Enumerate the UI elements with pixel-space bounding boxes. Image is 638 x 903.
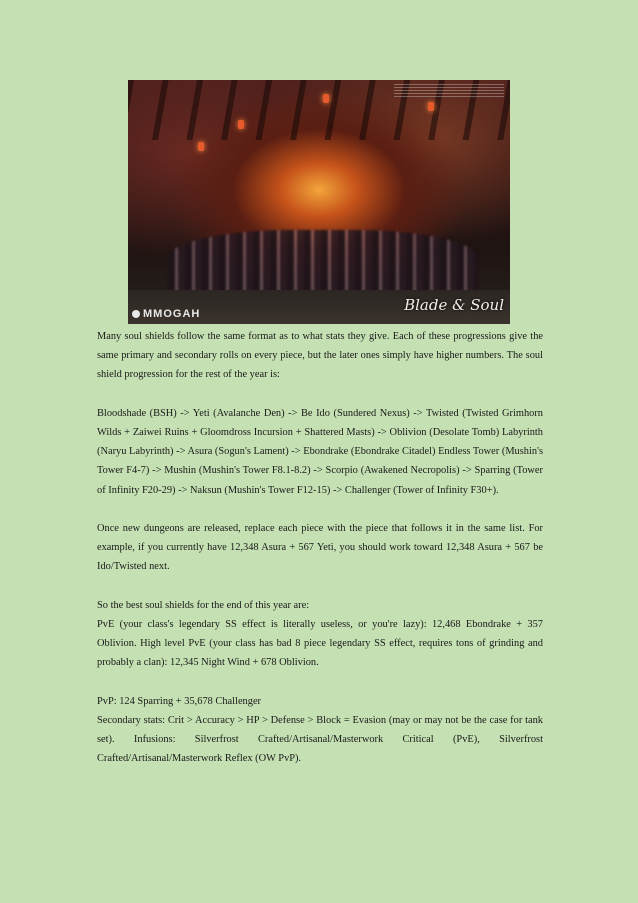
- mmogah-watermark: [132, 308, 200, 320]
- paragraph-text: Once new dungeons are released, replace each piece with the piece that follows it in the same list. For example, if you currently have 12,348 Asura + 567 Yeti, you should work toward 12,348 Asura + 567 be Ido/Twisted next.: [97, 523, 543, 573]
- watermark-text: MMOGAH: [143, 308, 201, 320]
- lantern-icon: [198, 142, 204, 151]
- screenshot-fineprint: [394, 84, 504, 98]
- game-logo: Blade & Soul: [404, 296, 504, 314]
- paragraph-text: PvP: 124 Sparring + 35,678 Challenger: [97, 695, 262, 707]
- watermark-logo-icon: [132, 310, 140, 318]
- paragraph-text: PvE (your class's legendary SS effect is literally useless, or you're lazy): 12,468 Ebondrake + 357 Oblivion. High level PvE (your class has bad 8 piece legendary SS effect, requires tons of grinding and probably a clan): 12,345 Night Wind + 678 Oblivion.: [97, 619, 543, 669]
- paragraph-text: Many soul shields follow the same format as to what stats they give. Each of these progressions give the same primary and secondary rolls on every piece, but the later ones simply have higher numbers. The soul shield progression for the rest of the year is:: [97, 331, 543, 381]
- paragraph-replace: [97, 519, 543, 577]
- paragraph-text: Bloodshade (BSH) -> Yeti (Avalanche Den) -> Be Ido (Sundered Nexus) -> Twisted (Twisted Grimhorn Wilds + Zaiwei Ruins + Gloomdross Incursion + Shattered Masts) -> Oblivion (Desolate Tomb) Labyrinth (Naryu Labyrinth) -> Asura (Sogun's Lament) -> Ebondrake (Ebondrake Citadel) Endless Tower (Mushin's Tower F4-7) -> Mushin (Mushin's Tower F8.1-8.2) -> Scorpio (Awakened Necropolis) -> Sparring (Tower of Infinity F20-29) -> Naksun (Mushin's Tower F12-15) -> Challenger (Tower of Infinity F30+).: [97, 407, 543, 496]
- paragraph-intro: [97, 327, 543, 385]
- article-body: [97, 327, 543, 788]
- paragraph-best-pve: [97, 596, 543, 673]
- paragraph-text: So the best soul shields for the end of this year are:: [97, 599, 310, 611]
- paragraph-text: Secondary stats: Crit > Accuracy > HP > Defense > Block = Evasion (may or may not be the case for tank set). Infusions: Silverfrost Crafted/Artisanal/Masterwork Critical (PvE), Silverfrost Crafted/Artisanal/Masterwork Reflex (OW PvP).: [97, 715, 543, 765]
- lantern-icon: [428, 102, 434, 111]
- lantern-icon: [323, 94, 329, 103]
- game-screenshot: [128, 80, 510, 324]
- lantern-icon: [238, 120, 244, 129]
- paragraph-progression: [97, 404, 543, 500]
- paragraph-pvp: [97, 692, 543, 769]
